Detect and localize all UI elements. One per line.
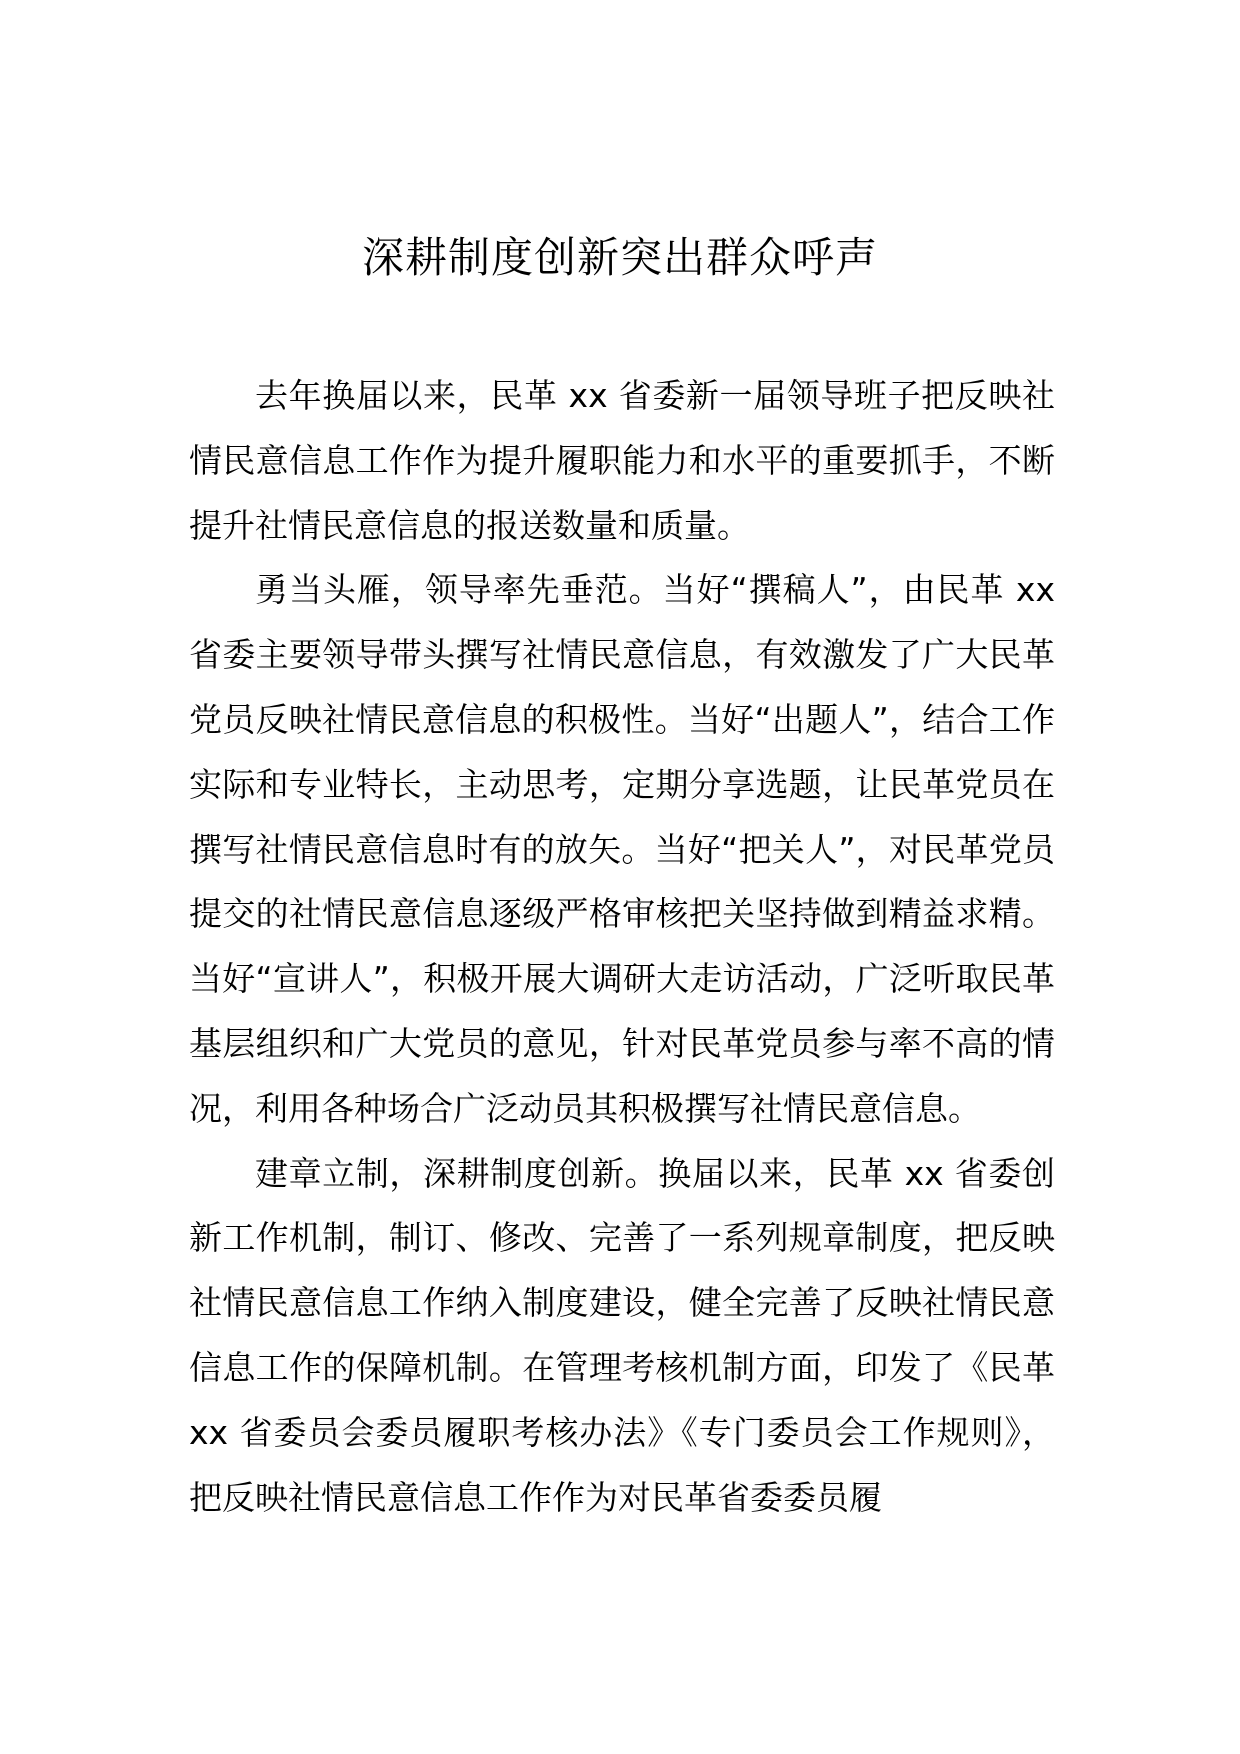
paragraph-intro: 去年换届以来，民革 xx 省委新一届领导班子把反映社情民意信息工作作为提升履职能力和水平的重要抓手，不断提升社情民意信息的报送数量和质量。 <box>189 376 1055 545</box>
document-title: 深耕制度创新突出群众呼声 <box>361 233 878 282</box>
document-body <box>189 364 1055 1530</box>
paragraph-institution: 建章立制，深耕制度创新。换届以来，民革 xx 省委创新工作机制，制订、修改、完善了一系列规章制度，把反映社情民意信息工作纳入制度建设，健全完善了反映社情民意信息工作的保障机制。在管理考核机制方面，印发了《民革 xx 省委员会委员履职考核办法》《专门委员会工作规则》，把反映社情民意信息工作作为对民革省委委员履 <box>189 1153 1055 1517</box>
paragraph-leadership: 勇当头雁，领导率先垂范。当好“撰稿人”，由民革 xx 省委主要领导带头撰写社情民意信息，有效激发了广大民革党员反映社情民意信息的积极性。当好“出题人”，结合工作实际和专业特长，主动思考，定期分享选题，让民革党员在撰写社情民意信息时有的放矢。当好“把关人”，对民革党员提交的社情民意信息逐级严格审核把关坚持做到精益求精。当好“宣讲人”，积极开展大调研大走访活动，广泛听取民革基层组织和广大党员的意见，针对民革党员参与率不高的情况，利用各种场合广泛动员其积极撰写社情民意信息。 <box>189 570 1055 1128</box>
